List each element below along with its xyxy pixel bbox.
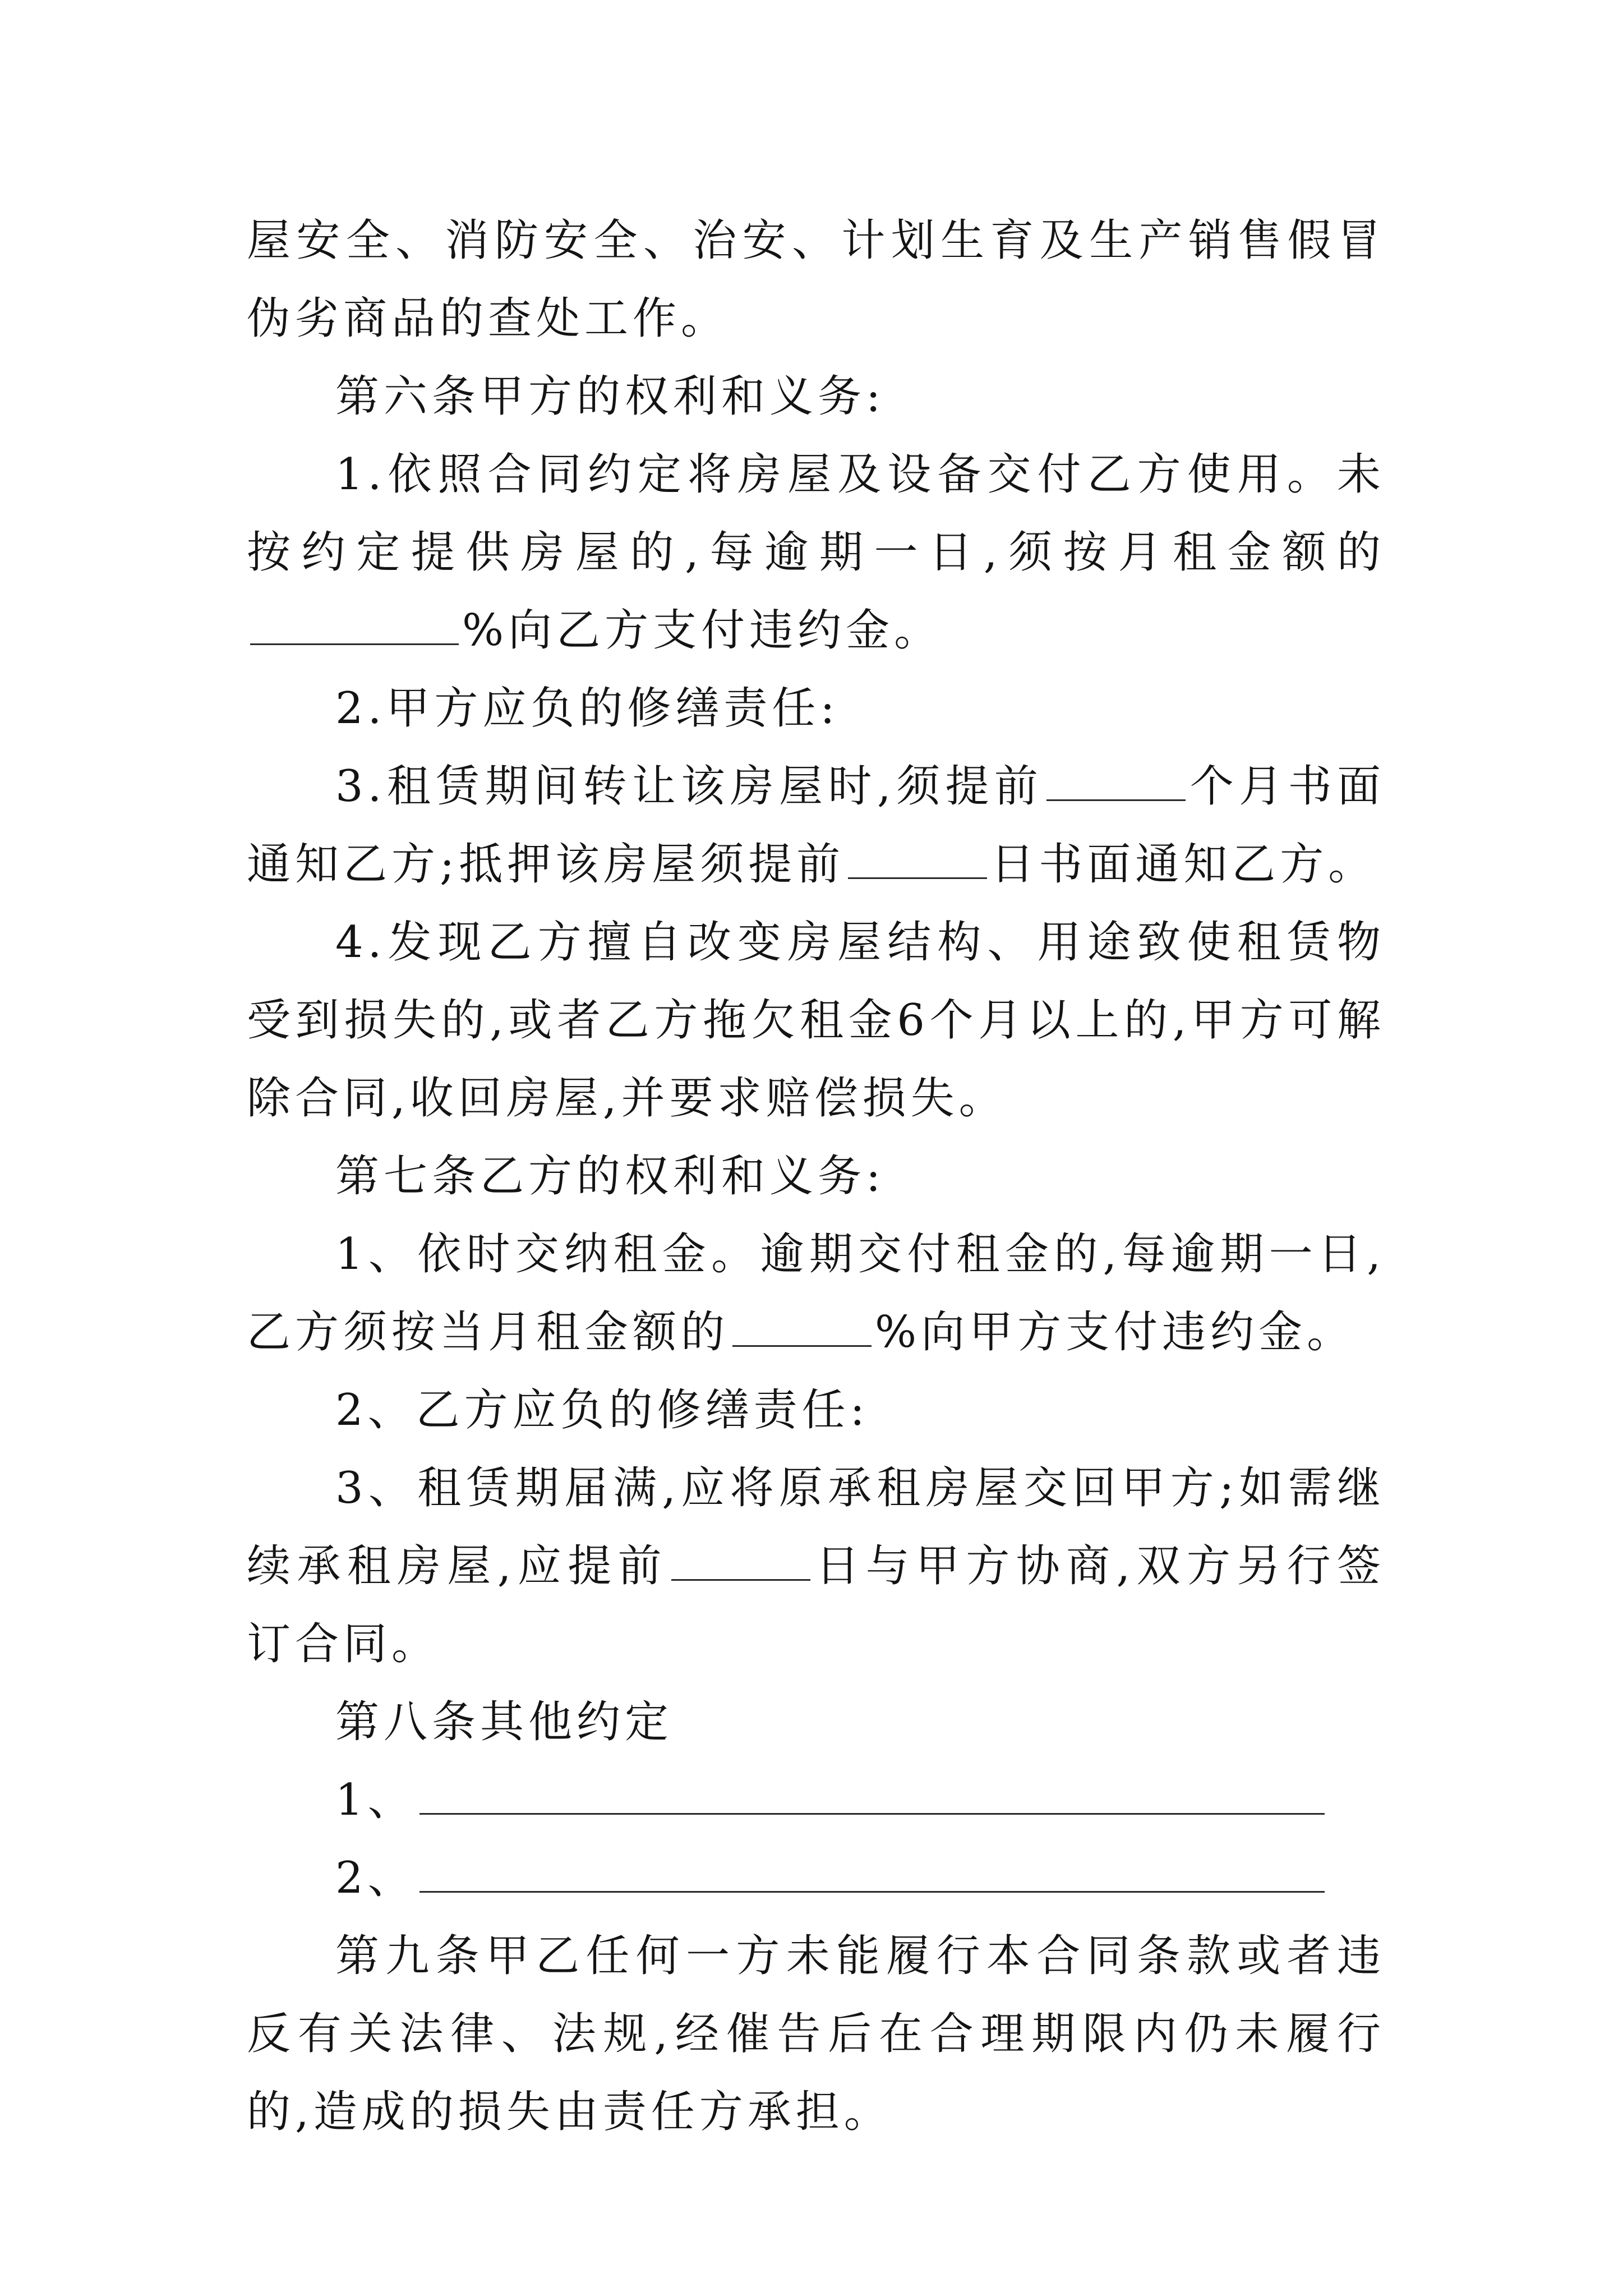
article-6-item-1 (247, 436, 1385, 670)
fill-in-blank-days[interactable] (848, 838, 987, 879)
paragraph-text: 屋安全、消防安全、治安、计划生育及生产销售假冒伪劣商品的查处工作。 (247, 215, 1385, 344)
item-text: 2.甲方应负的修缮责任: (335, 683, 840, 734)
article-8-heading (247, 1683, 1385, 1761)
article-7-item-3 (247, 1450, 1385, 1683)
item-text-after: 日书面通知乙方。 (990, 839, 1377, 890)
article-6-heading (247, 358, 1385, 436)
item-text-after: %向乙方支付违约金。 (462, 605, 943, 656)
article-6-item-2 (247, 670, 1385, 748)
item-number: 1、 (335, 1775, 416, 1825)
fill-in-blank-days[interactable] (671, 1540, 810, 1581)
heading-text: 第八条其他约定 (335, 1697, 674, 1747)
item-text-middle: 个月书面通知乙方;抵押该房屋须提前 (247, 761, 1385, 890)
article-7-item-2 (247, 1372, 1385, 1450)
article-9 (247, 1917, 1385, 2151)
paragraph-continuation (247, 202, 1385, 358)
item-text-before: 1.依照合同约定将房屋及设备交付乙方使用。未按约定提供房屋的,每逾期一日,须按月租金额的 (247, 449, 1385, 578)
heading-text: 第六条甲方的权利和义务: (335, 371, 886, 422)
item-number: 2、 (335, 1853, 416, 1903)
article-7-heading (247, 1138, 1385, 1216)
heading-text: 第七条乙方的权利和义务: (335, 1151, 886, 1202)
item-text-after: %向甲方支付违约金。 (875, 1307, 1355, 1358)
article-7-item-1 (247, 1216, 1385, 1372)
item-text-before: 3.租赁期间转让该房屋时,须提前 (335, 761, 1044, 812)
document-body (247, 202, 1385, 2151)
article-8-item-1 (247, 1761, 1385, 1839)
fill-in-blank-percent[interactable] (250, 604, 459, 645)
item-text: 2、乙方应负的修缮责任: (335, 1385, 869, 1435)
item-text: 4.发现乙方擅自改变房屋结构、用途致使租赁物受到损失的,或者乙方拖欠租金6个月以上的,甲方可解除合同,收回房屋,并要求赔偿损失。 (247, 917, 1385, 1124)
fill-in-blank-other-terms[interactable] (419, 1774, 1325, 1815)
fill-in-blank-other-terms[interactable] (419, 1852, 1325, 1893)
article-6-item-4 (247, 904, 1385, 1138)
item-text-before: 3、租赁期届满,应将原承租房屋交回甲方;如需继续承租房屋,应提前 (247, 1463, 1385, 1591)
article-text: 第九条甲乙任何一方未能履行本合同条款或者违反有关法律、法规,经催告后在合理期限内仍未履行的,造成的损失由责任方承担。 (247, 1931, 1385, 2137)
article-8-item-2 (247, 1839, 1385, 1917)
article-6-item-3 (247, 748, 1385, 904)
fill-in-blank-percent[interactable] (732, 1306, 872, 1347)
fill-in-blank-months[interactable] (1046, 760, 1186, 801)
item-text-before: 1、依时交纳租金。逾期交付租金的,每逾期一日,乙方须按当月租金额的 (247, 1229, 1385, 1358)
item-text-after: 日与甲方协商,双方另行签订合同。 (247, 1541, 1385, 1669)
